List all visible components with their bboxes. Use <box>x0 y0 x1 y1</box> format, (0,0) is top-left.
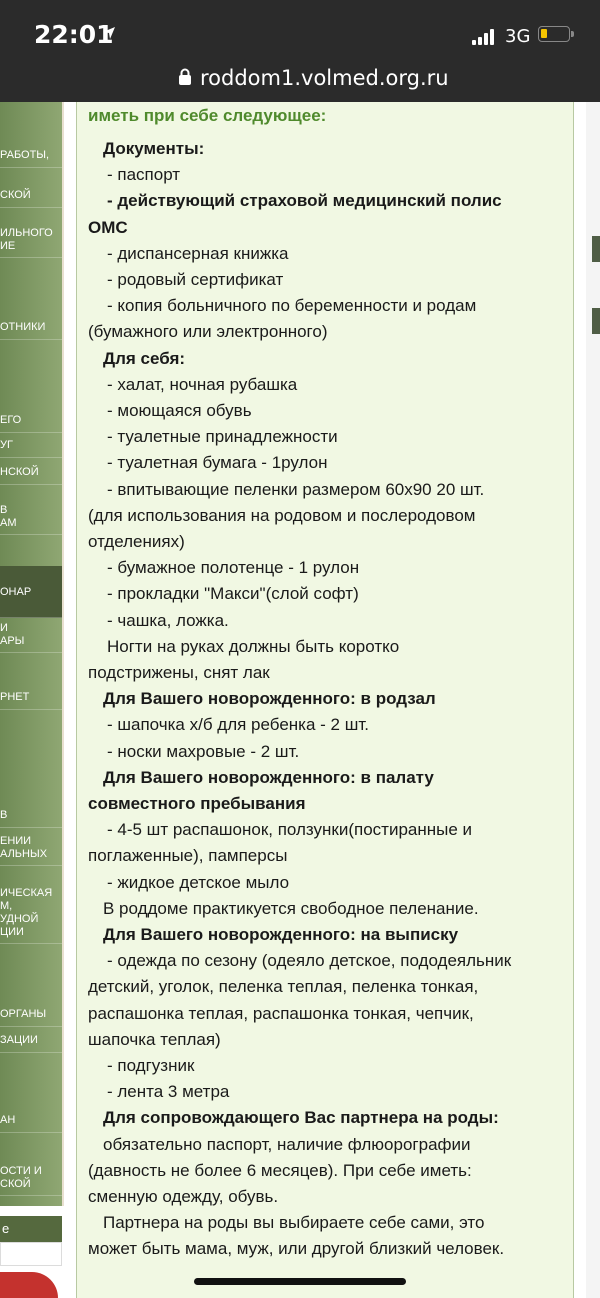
article-line: поглаженные), памперсы <box>88 846 288 866</box>
article-line: - паспорт <box>107 165 181 185</box>
sidebar-item[interactable]: ОНАР <box>0 566 62 618</box>
article-line: Для себя: <box>103 348 186 368</box>
sidebar-item[interactable]: В <box>0 802 62 828</box>
home-indicator[interactable] <box>194 1278 406 1285</box>
sidebar-item[interactable]: ИЧЕСКАЯ М, УДНОЙ ЦИИ <box>0 882 62 944</box>
sidebar-menu <box>0 102 64 1206</box>
article-line: - халат, ночная рубашка <box>107 374 298 394</box>
article-line: (бумажного или электронного) <box>88 322 328 342</box>
right-column-block <box>592 236 600 262</box>
article-line: - чашка, ложка. <box>107 610 229 630</box>
article-line: - туалетная бумага - 1рулон <box>107 453 328 473</box>
sidebar-item[interactable]: И АРЫ <box>0 617 62 653</box>
article-line: Партнера на роды вы выбираете себе сами, это <box>103 1213 485 1233</box>
battery-icon <box>538 26 570 42</box>
article-line: Документы: <box>103 139 205 158</box>
article-line: - родовый сертификат <box>107 270 284 289</box>
article-line: подстрижены, снят лак <box>88 663 270 682</box>
sidebar-item[interactable]: СКОЙ <box>0 182 62 208</box>
article-line: детский, уголок, пеленка теплая, пеленка тонкая, <box>88 977 479 997</box>
article-line: Ногти на руках должны быть коротко <box>107 636 400 656</box>
article-line: - одежда по сезону (одеяло детское, пододеяльник <box>107 951 512 971</box>
article-line: Для Вашего новорожденного: в родзал <box>103 689 436 709</box>
sidebar-item[interactable]: ОРГАНЫ <box>0 1001 62 1027</box>
article-line: - моющаяся обувь <box>107 401 252 420</box>
signal-icon <box>472 29 498 45</box>
sidebar-bottom-label: е <box>2 1221 10 1236</box>
article-line: - прокладки "Макси"(слой софт) <box>107 584 359 604</box>
article-line: Для Вашего новорожденного: в палату <box>103 767 434 787</box>
article-line: - подгузник <box>107 1056 195 1075</box>
sidebar-item[interactable]: ОТНИКИ <box>0 314 62 340</box>
sidebar-item[interactable]: АН <box>0 1107 62 1133</box>
sidebar-banner[interactable] <box>0 1272 58 1298</box>
article-line: (давность не более 6 месяцев). При себе иметь: <box>88 1160 472 1180</box>
sidebar-item[interactable]: РНЕТ <box>0 684 62 710</box>
article-line: - диспансерная книжка <box>107 243 289 263</box>
article-line: - бумажное полотенце - 1 рулон <box>107 558 360 578</box>
sidebar-item[interactable]: ЕГО <box>0 407 62 433</box>
article-line: (для использования на родовом и послеродовом <box>88 505 476 525</box>
sidebar-item[interactable]: ЗАЦИИ <box>0 1027 62 1053</box>
lock-icon <box>178 68 192 86</box>
article-line: - копия больничного по беременности и родам <box>107 296 477 316</box>
network-type: 3G <box>505 26 531 47</box>
clock: 22:01 <box>34 20 114 49</box>
article-line: сменную одежду, обувь. <box>88 1187 279 1206</box>
article-line: отделениях) <box>88 532 185 551</box>
article-line: - жидкое детское мыло <box>107 872 290 892</box>
right-column-block <box>592 308 600 334</box>
article-line: распашонка теплая, распашонка тонкая, чепчик, <box>88 1003 474 1023</box>
article-line: шапочка теплая) <box>88 1029 221 1049</box>
article-line: - туалетные принадлежности <box>107 427 338 447</box>
article-line: - 4-5 шт распашонок, ползунки(постиранные и <box>107 820 473 840</box>
article-line: Для Вашего новорожденного: на выписку <box>103 925 459 944</box>
right-column <box>586 102 600 1298</box>
article-line: Для сопровождающего Вас партнера на роды: <box>103 1108 499 1128</box>
article-line: ОМС <box>88 217 128 237</box>
status-bar <box>0 0 600 62</box>
article-line: совместного пребывания <box>88 794 306 813</box>
sidebar-item[interactable]: ИЛЬНОГО ИЕ <box>0 222 62 258</box>
location-arrow-icon <box>102 26 116 40</box>
sidebar-item[interactable]: НСКОЙ <box>0 459 62 485</box>
sidebar-item[interactable]: ОСТИ И СКОЙ <box>0 1160 62 1196</box>
article-line: - действующий страховой медицинский полис <box>107 191 502 211</box>
sidebar-item[interactable]: УГ <box>0 432 62 458</box>
article-line: В роддоме практикуется свободное пеленание. <box>103 898 479 918</box>
article-line: может быть мама, муж, или другой близкий человек. <box>88 1239 505 1259</box>
article-line: - лента 3 метра <box>107 1082 230 1102</box>
article-line: - впитывающие пеленки размером 60х90 20 шт. <box>107 479 485 499</box>
sidebar-bottom-item[interactable] <box>0 1216 62 1242</box>
sidebar-item[interactable]: РАБОТЫ, <box>0 142 62 168</box>
sidebar-item[interactable]: ЕНИИ АЛЬНЫХ <box>0 830 62 866</box>
address-bar[interactable] <box>0 62 600 102</box>
sidebar-bottom-box <box>0 1242 62 1266</box>
url-text: roddom1.volmed.org.ru <box>200 66 449 90</box>
article-line: - носки махровые - 2 шт. <box>107 741 300 761</box>
article-line: - шапочка х/б для ребенка - 2 шт. <box>107 715 369 735</box>
article-heading: иметь при себе следующее: <box>88 106 327 125</box>
sidebar-item[interactable]: В АМ <box>0 499 62 535</box>
article-line: обязательно паспорт, наличие флюорографии <box>103 1134 471 1154</box>
